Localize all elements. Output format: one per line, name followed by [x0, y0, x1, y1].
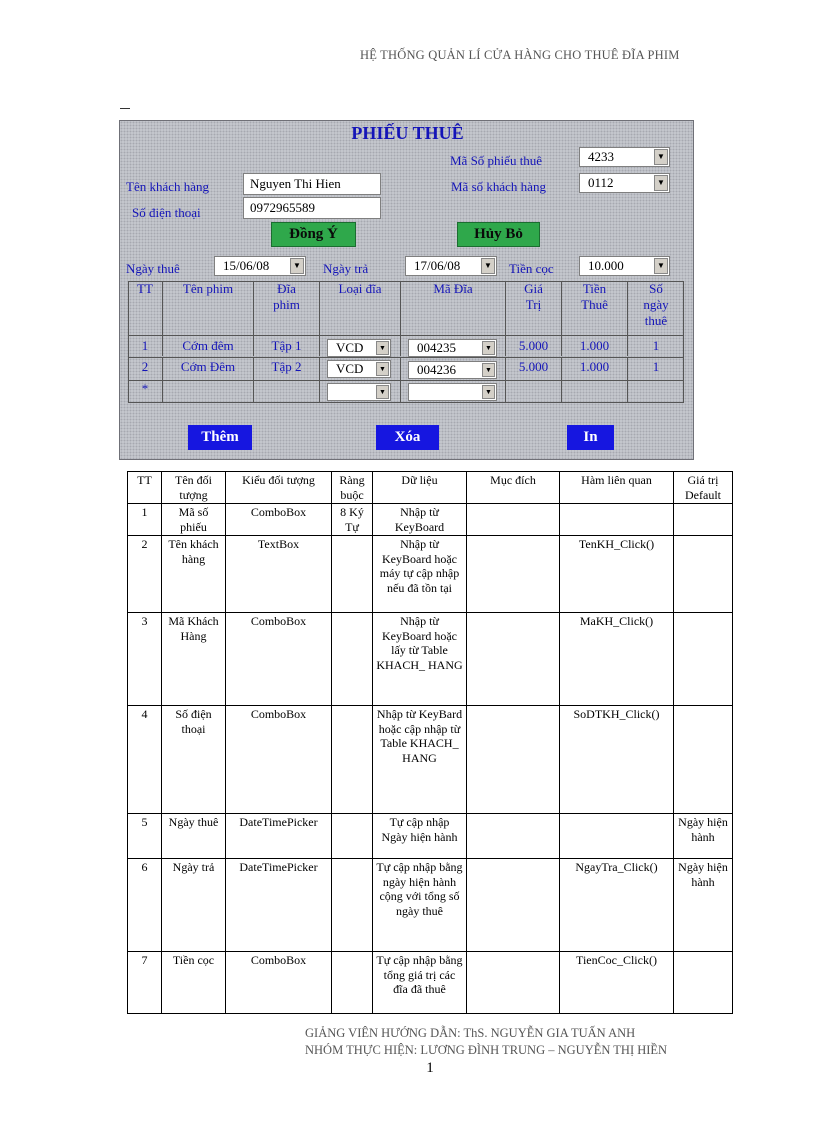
spec-cell-ham-lien-quan: [560, 504, 674, 536]
grid-cell-dia-phim: Tập 2: [254, 358, 320, 380]
spec-cell-muc-dich: [467, 504, 560, 536]
spec-table-row: [128, 613, 733, 706]
grid-header-row: [128, 281, 684, 335]
spec-cell-tt: 2: [128, 536, 162, 613]
spec-table-row: [128, 952, 733, 1014]
grid-cell-loai-dia: [320, 336, 401, 356]
spec-cell-rang-buoc: [332, 706, 373, 814]
spec-cell-muc-dich: [467, 952, 560, 1014]
grid-cell-empty: [628, 381, 684, 403]
spec-cell-ten-doi-tuong: Tên khách hàng: [162, 536, 226, 613]
grid-header-gia-tri: Giá Trị: [506, 281, 562, 335]
spec-cell-tt: 1: [128, 504, 162, 536]
spec-cell-gia-tri-default: [674, 952, 733, 1014]
grid-cell-empty: [506, 381, 562, 403]
spec-cell-gia-tri-default: [674, 613, 733, 706]
spec-table-row: [128, 706, 733, 814]
spec-cell-tt: 6: [128, 859, 162, 952]
spec-cell-ten-doi-tuong: Ngày trả: [162, 859, 226, 952]
grid-cell-so-ngay-thue: 1: [652, 359, 660, 374]
in-button[interactable]: In: [567, 425, 614, 450]
spec-header-ten-doi-tuong: Tên đối tượng: [162, 472, 226, 504]
spec-header-ham-lien-quan: Hàm liên quan: [560, 472, 674, 504]
ngay-thue-value: 15/06/08: [223, 258, 270, 273]
xoa-button[interactable]: Xóa: [376, 425, 439, 450]
spec-cell-du-lieu: Tự cập nhập Ngày hiện hành: [373, 814, 467, 859]
huy-bo-button[interactable]: Hủy Bỏ: [457, 222, 540, 247]
spec-cell-kieu-doi-tuong: ComboBox: [226, 504, 332, 536]
spec-cell-ten-doi-tuong: Tiền cọc: [162, 952, 226, 1014]
spec-header-row: [128, 472, 733, 504]
label-ma-so-phieu-thue: Mã Số phiếu thuê: [450, 153, 543, 168]
dong-y-button[interactable]: Đồng Ý: [271, 222, 356, 247]
dropdown-arrow-icon[interactable]: ▼: [290, 258, 304, 274]
spec-cell-kieu-doi-tuong: DateTimePicker: [226, 814, 332, 859]
spec-header-rang-buoc: Ràng buộc: [332, 472, 373, 504]
dropdown-arrow-icon[interactable]: ▼: [654, 175, 668, 191]
ngay-tra-value: 17/06/08: [414, 258, 461, 273]
dropdown-arrow-icon[interactable]: ▼: [376, 362, 389, 376]
spec-header-du-lieu: Dữ liệu: [373, 472, 467, 504]
ma-so-khach-hang-value: 0112: [588, 175, 614, 190]
label-ma-so-khach-hang: Mã số khách hàng: [451, 179, 546, 194]
dropdown-arrow-icon[interactable]: ▼: [482, 385, 495, 399]
grid-header-tt: TT: [128, 281, 163, 335]
spec-cell-ten-doi-tuong: Mã Khách Hàng: [162, 613, 226, 706]
grid-header-ma-dia: Mã Đĩa: [401, 281, 506, 335]
grid-cell-empty: [254, 381, 320, 403]
dropdown-arrow-icon[interactable]: ▼: [376, 385, 389, 399]
spec-cell-kieu-doi-tuong: DateTimePicker: [226, 859, 332, 952]
spec-header-tt: TT: [128, 472, 162, 504]
grid-cell-gia-tri: 5.000: [506, 358, 562, 380]
ma-dia-combobox[interactable]: [408, 339, 497, 357]
grid-new-row[interactable]: [128, 381, 684, 403]
footer-instructor: GIẢNG VIÊN HƯỚNG DẪN: ThS. NGUYỄN GIA TUẤN ANH: [305, 1026, 636, 1040]
grid-header-loai-dia: Loại đĩa: [320, 281, 401, 335]
rental-form-screenshot: [119, 120, 694, 460]
ma-dia-value: 004235: [417, 340, 456, 355]
spec-cell-muc-dich: [467, 706, 560, 814]
tien-coc-combobox[interactable]: [579, 256, 670, 276]
grid-cell-so-ngay-thue: 1: [652, 338, 660, 353]
grid-cell-gia-tri: 5.000: [506, 336, 562, 356]
spec-cell-du-lieu: Nhập từ KeyBoard hoặc lấy từ Table KHACH_ HANG: [373, 613, 467, 706]
spec-cell-rang-buoc: [332, 536, 373, 613]
spec-cell-tt: 3: [128, 613, 162, 706]
ma-so-khach-hang-combobox[interactable]: [579, 173, 670, 193]
grid-cell-dia-phim: Tập 1: [254, 336, 320, 356]
spec-cell-kieu-doi-tuong: ComboBox: [226, 952, 332, 1014]
grid-header-ten-phim: Tên phim: [163, 281, 254, 335]
spec-cell-du-lieu: Nhập từ KeyBoard: [373, 504, 467, 536]
page-number: 1: [426, 1060, 434, 1076]
dropdown-arrow-icon[interactable]: ▼: [376, 341, 389, 355]
grid-cell-loai-dia: [320, 358, 401, 380]
spec-cell-kieu-doi-tuong: ComboBox: [226, 706, 332, 814]
label-tien-coc: Tiền cọc: [509, 261, 554, 276]
spec-cell-gia-tri-default: [674, 706, 733, 814]
grid-cell-tt: 1: [128, 336, 163, 356]
grid-cell-ma-dia: [401, 381, 506, 403]
grid-cell-ten-phim: Cớm đêm: [163, 336, 254, 356]
dropdown-arrow-icon[interactable]: ▼: [481, 258, 495, 274]
spec-cell-rang-buoc: [332, 952, 373, 1014]
grid-cell-tien-thue: 1.000: [562, 358, 628, 380]
grid-header-dia-phim: Đĩa phim: [254, 281, 320, 335]
spec-cell-ten-doi-tuong: Mã số phiếu: [162, 504, 226, 536]
spec-cell-rang-buoc: [332, 814, 373, 859]
spec-cell-gia-tri-default: [674, 536, 733, 613]
spec-cell-kieu-doi-tuong: ComboBox: [226, 613, 332, 706]
spec-table-row: [128, 814, 733, 859]
footer: [305, 1025, 785, 1059]
dropdown-arrow-icon[interactable]: ▼: [482, 341, 495, 355]
spec-table-row: [128, 859, 733, 952]
ma-so-phieu-thue-combobox[interactable]: [579, 147, 670, 167]
spec-cell-tt: 7: [128, 952, 162, 1014]
spec-cell-muc-dich: [467, 613, 560, 706]
spec-cell-muc-dich: [467, 814, 560, 859]
loai-dia-combobox[interactable]: [327, 360, 391, 378]
spec-cell-gia-tri-default: [674, 504, 733, 536]
spec-cell-ham-lien-quan: TenKH_Click(): [560, 536, 674, 613]
grid-cell-ma-dia: [401, 358, 506, 380]
grid-cell-loai-dia: [320, 381, 401, 403]
spec-cell-ham-lien-quan: NgayTra_Click(): [560, 859, 674, 952]
spec-cell-du-lieu: Nhập từ KeyBoard hoặc máy tự cập nhập nếu đã tồn tại: [373, 536, 467, 613]
dropdown-arrow-icon[interactable]: ▼: [654, 149, 668, 165]
spec-cell-du-lieu: Nhập từ KeyBard hoặc cập nhập từ Table KHACH_ HANG: [373, 706, 467, 814]
grid-header-tien-thue: Tiền Thuê: [562, 281, 628, 335]
grid-cell-ten-phim: Cớm Đêm: [163, 358, 254, 380]
grid-row[interactable]: [128, 358, 684, 380]
ngay-tra-datepicker[interactable]: [405, 256, 497, 276]
spec-cell-rang-buoc: [332, 859, 373, 952]
ma-dia-value: 004236: [417, 362, 456, 377]
spec-cell-ten-doi-tuong: Ngày thuê: [162, 814, 226, 859]
spec-cell-muc-dich: [467, 536, 560, 613]
loai-dia-value: VCD: [336, 340, 364, 355]
loai-dia-combobox[interactable]: [327, 339, 391, 357]
ma-so-phieu-thue-value: 4233: [588, 149, 614, 164]
spec-cell-gia-tri-default: Ngày hiện hành: [674, 814, 733, 859]
label-so-dien-thoai: Số điện thoại: [132, 205, 201, 220]
ma-dia-combobox[interactable]: [408, 383, 497, 401]
spec-cell-kieu-doi-tuong: TextBox: [226, 536, 332, 613]
spec-cell-tt: 5: [128, 814, 162, 859]
grid-cell-empty: [163, 381, 254, 403]
grid-cell-empty: [562, 381, 628, 403]
ngay-thue-datepicker[interactable]: [214, 256, 306, 276]
label-ten-khach-hang: Tên khách hàng: [126, 179, 210, 194]
label-ngay-thue: Ngày thuê: [126, 261, 180, 276]
spec-cell-gia-tri-default: Ngày hiện hành: [674, 859, 733, 952]
label-ngay-tra: Ngày trả: [323, 261, 369, 276]
dropdown-arrow-icon[interactable]: ▼: [482, 363, 495, 377]
ma-dia-combobox[interactable]: [408, 361, 497, 379]
new-row-marker: *: [128, 381, 163, 403]
spec-cell-ham-lien-quan: MaKH_Click(): [560, 613, 674, 706]
form-title: PHIẾU THUÊ: [351, 123, 464, 143]
dropdown-arrow-icon[interactable]: ▼: [654, 258, 668, 274]
grid-row[interactable]: [128, 336, 684, 356]
loai-dia-value: VCD: [336, 361, 364, 376]
ten-khach-hang-input[interactable]: Nguyen Thi Hien: [243, 173, 381, 195]
spec-table-row: [128, 504, 733, 536]
spec-cell-rang-buoc: 8 Ký Tự: [332, 504, 373, 536]
spec-cell-ham-lien-quan: [560, 814, 674, 859]
spec-header-muc-dich: Mục đích: [467, 472, 560, 504]
so-dien-thoai-input[interactable]: 0972965589: [243, 197, 381, 219]
spec-cell-ten-doi-tuong: Số điện thoại: [162, 706, 226, 814]
tien-coc-value: 10.000: [588, 258, 624, 273]
footer-team: NHÓM THỰC HIỆN: LƯƠNG ĐÌNH TRUNG – NGUYỄN THỊ HIỀN: [305, 1043, 668, 1057]
spec-header-kieu-doi-tuong: Kiểu đối tượng: [226, 472, 332, 504]
loai-dia-combobox[interactable]: [327, 383, 391, 401]
grid-cell-tien-thue: 1.000: [562, 336, 628, 356]
spec-cell-du-lieu: Tự cập nhập bằng ngày hiện hành cộng với tổng số ngày thuê: [373, 859, 467, 952]
spec-table-row: [128, 536, 733, 613]
spec-table-body: [128, 504, 733, 1014]
object-spec-table: [127, 471, 733, 1014]
divider: [120, 108, 130, 109]
them-button[interactable]: Thêm: [188, 425, 252, 450]
spec-cell-ham-lien-quan: SoDTKH_Click(): [560, 706, 674, 814]
page-header-title: HỆ THỐNG QUẢN LÍ CỬA HÀNG CHO THUÊ ĐĨA PHIM: [360, 48, 680, 62]
grid-cell-ma-dia: [401, 336, 506, 356]
spec-cell-du-lieu: Tự cập nhập bằng tổng giá trị các đĩa đã thuê: [373, 952, 467, 1014]
spec-cell-rang-buoc: [332, 613, 373, 706]
grid-header-so-ngay-thue: Số ngày thuê: [643, 281, 669, 328]
grid-cell-tt: 2: [128, 358, 163, 380]
spec-cell-tt: 4: [128, 706, 162, 814]
spec-cell-ham-lien-quan: TienCoc_Click(): [560, 952, 674, 1014]
spec-header-gia-tri-default: Giá trị Default: [674, 472, 733, 504]
spec-cell-muc-dich: [467, 859, 560, 952]
